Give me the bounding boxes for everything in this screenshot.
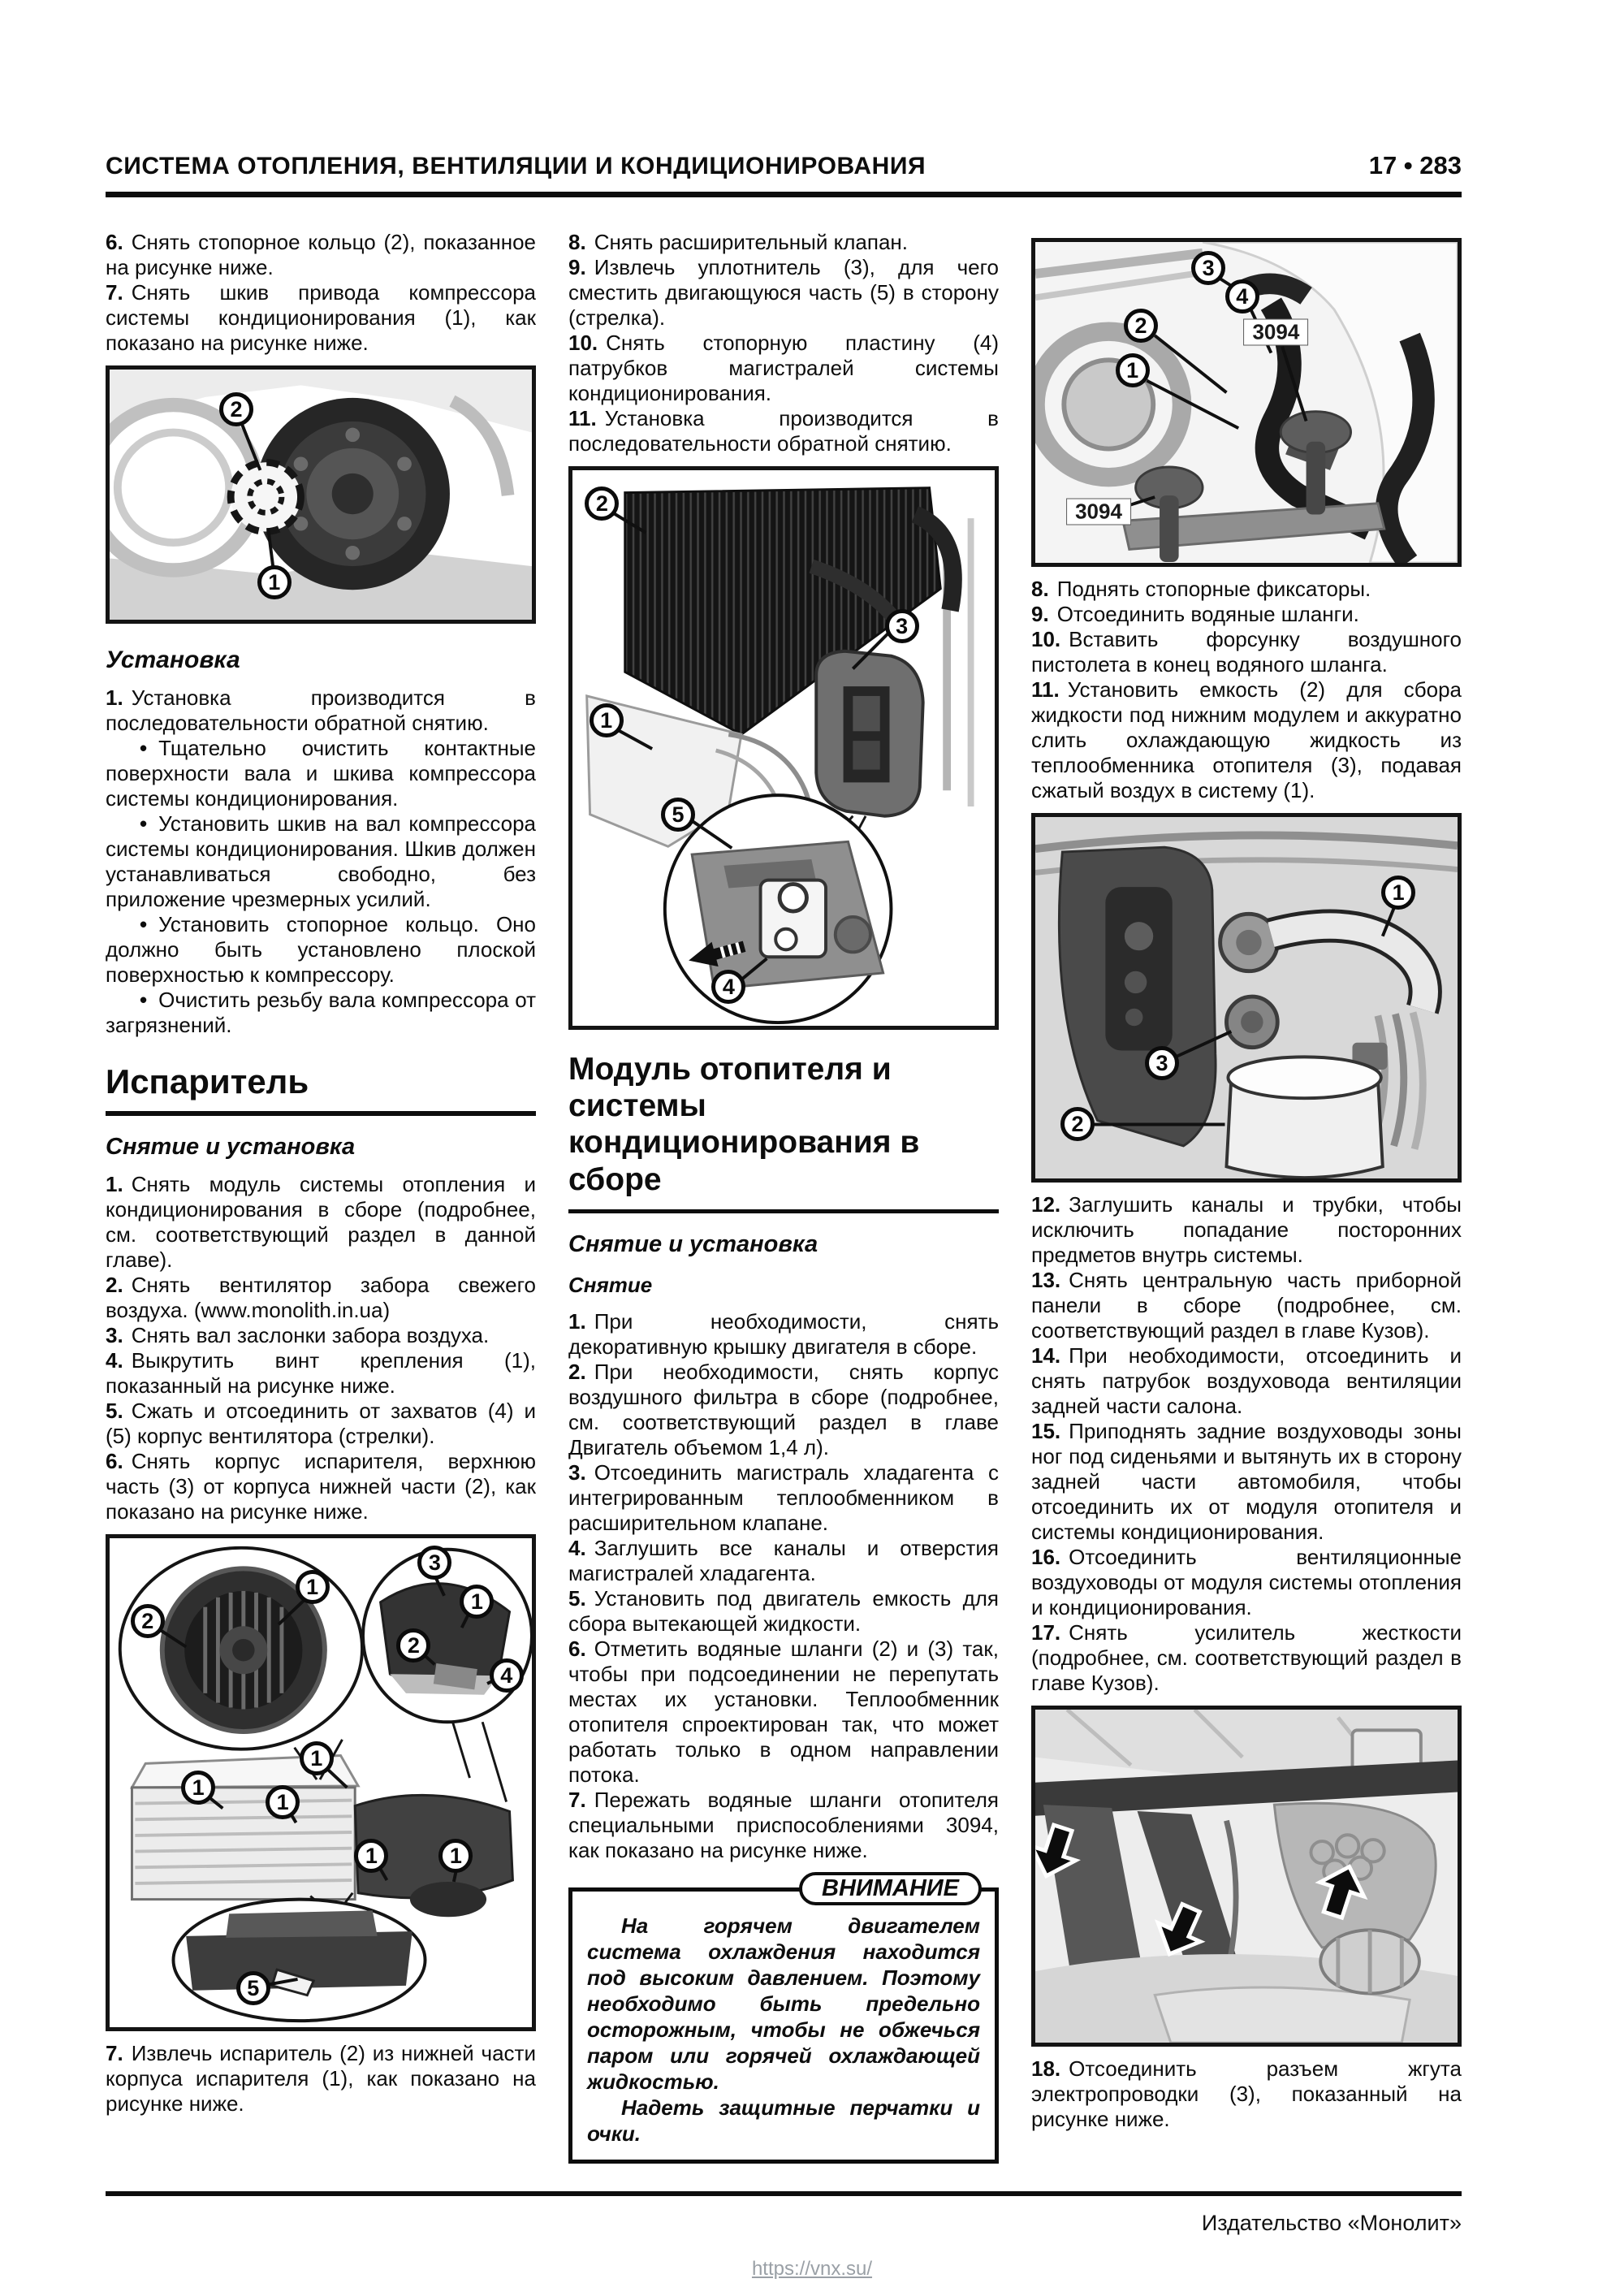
step-text: При необходимости, отсоединить и снять патрубок воздуховода вентиляции задней части салона. — [1031, 1343, 1462, 1418]
callout-1: 1 — [257, 565, 292, 599]
step-item — [1031, 677, 1462, 803]
figure-evaporator-housing — [106, 1534, 536, 2031]
step-item — [106, 2041, 536, 2117]
step-number: 6. — [568, 1636, 586, 1661]
callout-4: 4 — [490, 1658, 524, 1693]
callout-3: 3 — [1191, 251, 1225, 285]
step-text: При необходимости, снять корпус воздушного фильтра в сборе (подробнее, см. соответствующий раздел в главе Двигатель объемом 1,4 л). — [568, 1359, 999, 1459]
callout-3: 3 — [885, 609, 919, 643]
page-number: 17 • 283 — [1368, 151, 1462, 179]
bullet-mark: • — [140, 736, 148, 760]
step-number: 17. — [1031, 1620, 1061, 1645]
evaporator-core-illustration — [572, 470, 995, 1026]
callout-3: 3 — [417, 1546, 451, 1580]
footer-rule — [106, 2191, 1462, 2196]
step-text: Извлечь уплотнитель (3), для чего сместить двигающуюся часть (5) в сторону (стрелка). — [568, 255, 999, 330]
step-text: Отсоединить вентиляционные воздуховоды от модуля системы отопления и кондиционирования. — [1031, 1545, 1462, 1619]
step-text: Отсоединить магистраль хладагента с интегрированным теплообменником в расширительном клапане. — [568, 1459, 999, 1535]
step-number: 10. — [1031, 627, 1061, 651]
bullet-text: Установить стопорное кольцо. Оно должно быть установлено плоской поверхностью к компрессору. — [106, 912, 536, 987]
step-text: Отметить водяные шланги (2) и (3) так, чтобы при подсоединении не перепутать местах их установки. Теплообменник отопителя спроектирован так, что может работать только в одном направлении потока. — [568, 1636, 999, 1787]
header-rule — [106, 192, 1462, 197]
step-text: Снять центральную часть приборной панели в сборе (подробнее, см. соответствующий раздел в главе Кузов). — [1031, 1268, 1462, 1343]
step-number: 14. — [1031, 1343, 1061, 1368]
step-text: Выкрутить винт крепления (1), показанный на рисунке ниже. — [106, 1348, 536, 1398]
step-number: 2. — [106, 1273, 123, 1297]
step-text: Приподнять задние воздуховоды зоны ног под сиденьями и вытянуть их в сторону задней части автомобиля, чтобы отсоединить их от модуля отопителя и системы кондиционирования. — [1031, 1419, 1462, 1544]
step-item — [568, 1586, 999, 1637]
callout-1: 1 — [266, 1785, 300, 1819]
step-item — [568, 1637, 999, 1788]
step-number: 13. — [1031, 1268, 1061, 1292]
step-number: 8. — [568, 230, 586, 254]
step-number: 5. — [568, 1585, 586, 1611]
figure-heater-core-drain — [1031, 813, 1462, 1183]
step-number: 11. — [1031, 677, 1060, 702]
callout-2: 2 — [131, 1604, 165, 1638]
callout-2: 2 — [219, 392, 253, 426]
step-number: 6. — [106, 1449, 123, 1473]
step-item — [106, 1323, 536, 1348]
step-text: Снять расширительный клапан. — [594, 230, 909, 254]
step-item — [568, 1309, 999, 1360]
step-number: 7. — [106, 2041, 123, 2065]
step-text: Поднять стопорные фиксаторы. — [1056, 577, 1371, 601]
step-number: 4. — [568, 1535, 586, 1560]
step-text: При необходимости, снять декоративную крышку двигателя в сборе. — [568, 1308, 999, 1359]
figure-hose-clamps-3094 — [1031, 238, 1462, 567]
bullet-item — [106, 912, 536, 988]
page-title: СИСТЕМА ОТОПЛЕНИЯ, ВЕНТИЛЯЦИИ И КОНДИЦИОНИРОВАНИЯ — [106, 153, 926, 179]
step-item — [1031, 602, 1462, 627]
step-item — [568, 255, 999, 331]
callout-5: 5 — [236, 1971, 270, 2005]
step-number: 8. — [1031, 577, 1049, 601]
heading-removal-installation: Снятие и установка — [106, 1134, 356, 1160]
step-number: 7. — [106, 280, 123, 305]
step-item — [568, 230, 999, 255]
step-number: 12. — [1031, 1192, 1061, 1217]
callout-2: 2 — [1124, 309, 1158, 343]
step-text: Снять вал заслонки забора воздуха. — [131, 1323, 490, 1347]
publisher-credit: Издательство «Монолит» — [1201, 2211, 1462, 2235]
warning-text: На горячем двигателем система охлаждения находится под высоким давлением. Поэтому необходимо быть предельно осторожным, чтобы не обжечься паром или горячей охлаждающей жидкостью. — [587, 1913, 980, 2094]
step-item — [568, 406, 999, 456]
step-item — [568, 1536, 999, 1586]
callout-1: 1 — [354, 1839, 388, 1873]
step-item — [1031, 627, 1462, 677]
column-middle — [568, 230, 999, 2164]
callout-1: 1 — [438, 1839, 473, 1873]
step-item — [568, 1360, 999, 1460]
callout-1: 1 — [181, 1771, 215, 1805]
bullet-text: Тщательно очистить контактные поверхности вала и шкива компрессора системы кондиционирования. — [106, 736, 536, 811]
callout-5: 5 — [661, 798, 695, 832]
bullet-item — [106, 736, 536, 811]
step-item — [1031, 1620, 1462, 1696]
figure-dashboard-frame-arrows — [1031, 1706, 1462, 2047]
step-text: Установить емкость (2) для сбора жидкости под нижним модулем и аккуратно слить охлаждающую жидкость из теплообменника отопителя (3), подавая сжатый воздух в систему (1). — [1031, 677, 1462, 802]
tool-label-3094: 3094 — [1243, 318, 1308, 345]
step-text: Снять стопорную пластину (4) патрубков магистралей системы кондиционирования. — [568, 331, 999, 405]
step-text: Снять корпус испарителя, верхнюю часть (3) от корпуса нижней части (2), как показано на рисунке ниже. — [106, 1449, 536, 1524]
step-number: 2. — [568, 1359, 586, 1384]
step-number: 10. — [568, 331, 598, 355]
step-number: 9. — [568, 255, 586, 279]
step-item — [568, 1460, 999, 1536]
dashboard-frame-illustration — [1035, 1710, 1458, 2043]
step-text: Установка производится в последовательности обратной снятию. — [568, 406, 999, 456]
callout-3: 3 — [1145, 1046, 1179, 1080]
step-item — [1031, 577, 1462, 602]
step-item — [1031, 1419, 1462, 1545]
step-text: Снять модуль системы отопления и кондиционирования в сборе (подробнее, см. соответствующий раздел в данной главе). — [106, 1172, 536, 1272]
callout-4: 4 — [711, 970, 745, 1004]
heading-heater-module: Модуль отопителя и системы кондиционирования в сборе — [568, 1051, 999, 1213]
step-item — [106, 1399, 536, 1449]
step-number: 15. — [1031, 1419, 1061, 1443]
step-number: 1. — [106, 1172, 123, 1196]
step-item — [568, 331, 999, 406]
step-item — [1031, 1545, 1462, 1620]
step-number: 5. — [106, 1399, 123, 1423]
step-text: Извлечь испаритель (2) из нижней части корпуса испарителя (1), как показано на рисунке ниже. — [106, 2041, 536, 2116]
step-item — [106, 1449, 536, 1524]
bullet-item — [106, 988, 536, 1038]
step-number: 3. — [106, 1323, 123, 1347]
step-text: Отсоединить разъем жгута электропроводки (3), показанный на рисунке ниже. — [1031, 2056, 1462, 2131]
step-item — [106, 230, 536, 280]
page-header — [106, 151, 1462, 197]
watermark-link[interactable]: https://vnx.su/ — [751, 2258, 873, 2280]
step-text: Отсоединить водяные шланги. — [1056, 602, 1359, 626]
step-text: Снять вентилятор забора свежего воздуха. (www.monolith.in.ua) — [106, 1273, 536, 1322]
step-number: 9. — [1031, 602, 1049, 626]
heading-evaporator: Испаритель — [106, 1062, 536, 1116]
step-text: Заглушить каналы и трубки, чтобы исключить попадание посторонних предметов внутрь системы. — [1031, 1192, 1462, 1267]
step-text: Сжать и отсоединить от захватов (4) и (5) корпус вентилятора (стрелки). — [106, 1399, 536, 1448]
step-item — [106, 685, 536, 736]
compressor-pulley-illustration — [110, 370, 532, 620]
bullet-mark: • — [140, 811, 148, 836]
step-text: Установка производится в последовательности обратной снятию. — [106, 685, 536, 735]
bullet-item — [106, 811, 536, 912]
tool-label-3094: 3094 — [1066, 498, 1131, 525]
callout-1: 1 — [590, 703, 624, 737]
step-text: Установить под двигатель емкость для сбора вытекающей жидкости. — [568, 1585, 999, 1636]
callout-2: 2 — [1060, 1107, 1095, 1141]
step-item — [106, 280, 536, 356]
bullet-mark: • — [140, 988, 148, 1012]
step-number: 18. — [1031, 2056, 1061, 2081]
step-number: 3. — [568, 1459, 586, 1485]
heading-installation: Установка — [106, 646, 240, 673]
heading-removal: Снятие — [568, 1272, 653, 1297]
step-text: Снять шкив привода компрессора системы кондиционирования (1), как показано на рисунке ниже. — [106, 280, 536, 355]
heater-core-drain-illustration — [1035, 817, 1458, 1178]
step-number: 6. — [106, 230, 123, 254]
bullet-mark: • — [140, 912, 148, 936]
callout-1: 1 — [460, 1585, 494, 1619]
step-item — [1031, 1343, 1462, 1419]
step-item — [1031, 1192, 1462, 1268]
callout-1: 1 — [1116, 353, 1150, 387]
bullet-text: Установить шкив на вал компрессора системы кондиционирования. Шкив должен устанавливаться свободно, без приложение чрезмерных усилий. — [106, 811, 536, 911]
step-item — [106, 1172, 536, 1273]
figure-compressor-pulley — [106, 365, 536, 624]
step-text: Вставить форсунку воздушного пистолета в конец водяного шланга. — [1031, 627, 1462, 677]
step-text: Заглушить все каналы и отверстия магистралей хладагента. — [568, 1535, 999, 1585]
callout-1: 1 — [1381, 876, 1415, 910]
step-text: Снять усилитель жесткости (подробнее, см. соответствующий раздел в главе Кузов). — [1031, 1620, 1462, 1695]
step-item — [1031, 1268, 1462, 1343]
step-number: 11. — [568, 406, 597, 430]
step-number: 1. — [568, 1308, 586, 1334]
column-right — [1031, 230, 1462, 2132]
warning-box — [568, 1874, 999, 2164]
callout-2: 2 — [396, 1628, 430, 1663]
step-text: Снять стопорное кольцо (2), показанное на рисунке ниже. — [106, 230, 536, 279]
warning-label: ВНИМАНИЕ — [799, 1872, 982, 1905]
callout-1: 1 — [300, 1741, 334, 1775]
heading-removal-installation: Снятие и установка — [568, 1230, 818, 1257]
callout-1: 1 — [296, 1570, 330, 1604]
callout-2: 2 — [585, 486, 619, 521]
step-number: 7. — [568, 1787, 586, 1812]
step-item — [106, 1348, 536, 1399]
step-number: 1. — [106, 685, 123, 710]
step-number: 16. — [1031, 1545, 1061, 1569]
step-item — [568, 1788, 999, 1863]
callout-4: 4 — [1225, 279, 1259, 313]
warning-text: Надеть защитные перчатки и очки. — [587, 2095, 980, 2146]
figure-evaporator-core-valve — [568, 466, 999, 1030]
step-item — [1031, 2056, 1462, 2132]
step-text: Пережать водяные шланги отопителя специальными приспособлениями 3094, как показано на рисунке ниже. — [568, 1787, 999, 1862]
step-item — [106, 1273, 536, 1323]
column-left — [106, 230, 536, 2117]
step-number: 4. — [106, 1348, 123, 1373]
bullet-text: Очистить резьбу вала компрессора от загрязнений. — [106, 988, 536, 1037]
watermark — [0, 2258, 1624, 2281]
